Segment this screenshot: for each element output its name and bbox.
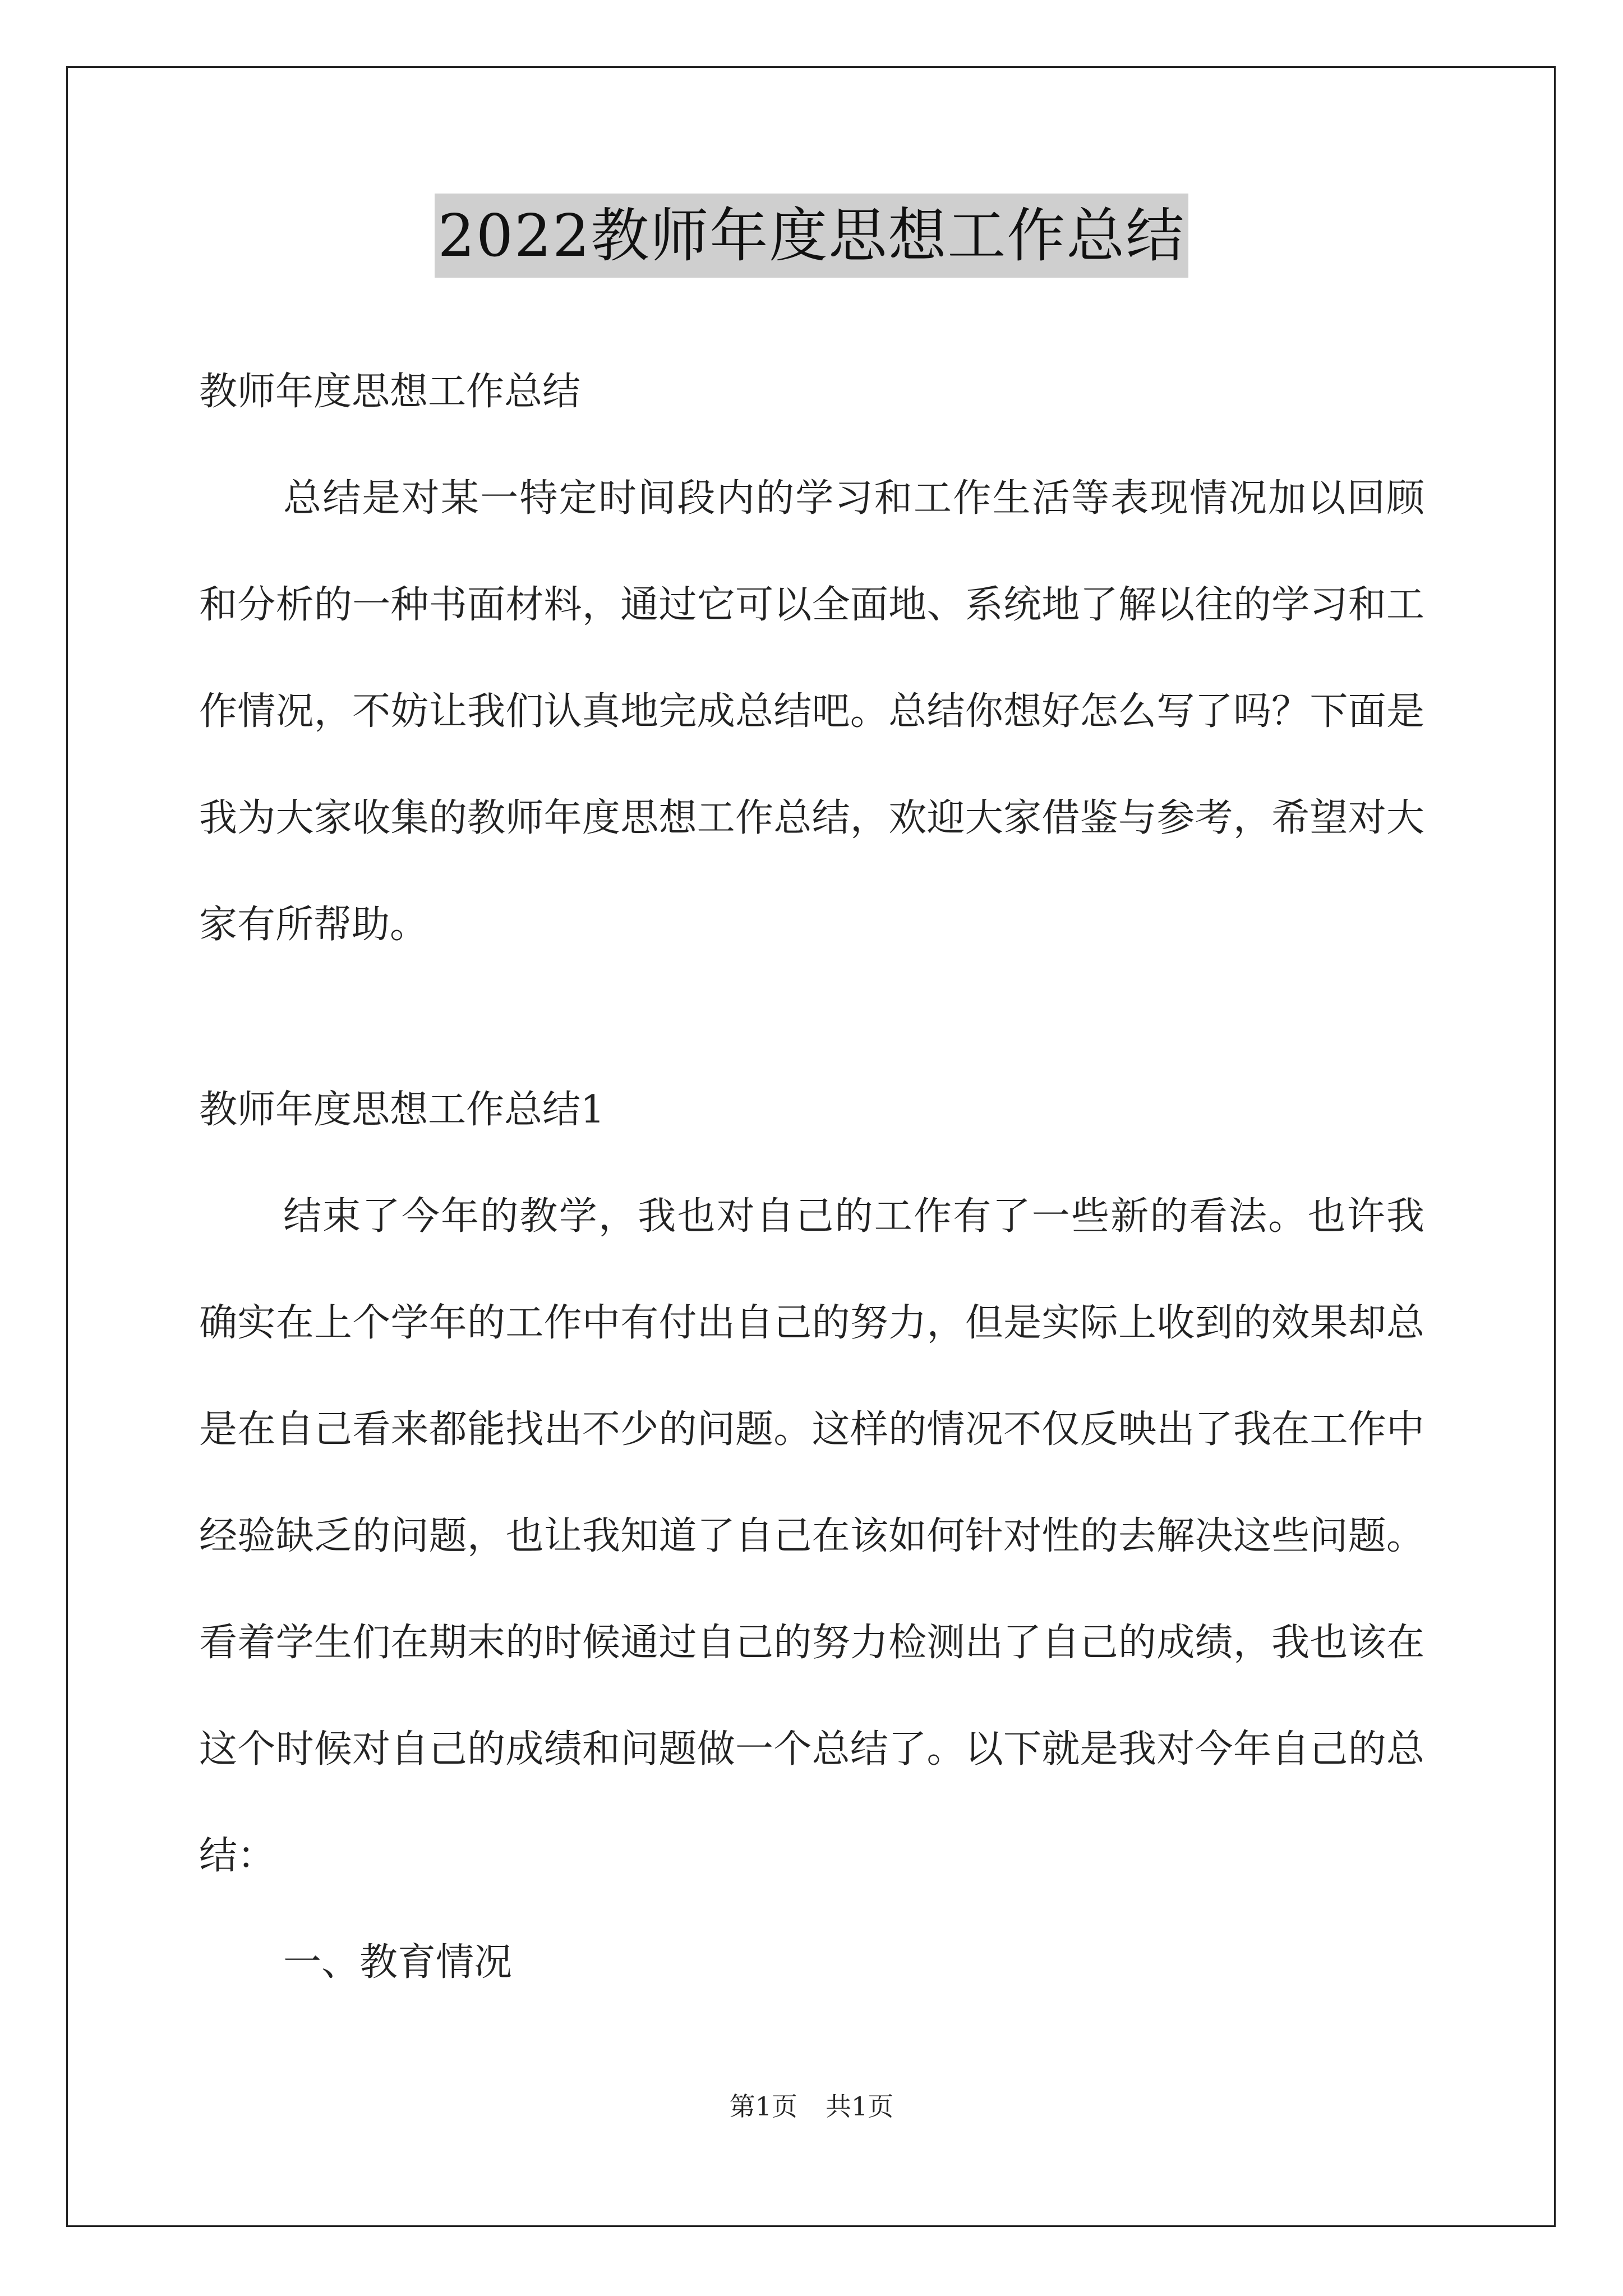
document-body [199, 339, 1424, 2016]
subtitle: 教师年度思想工作总结 [199, 370, 581, 414]
title-container [0, 194, 1623, 278]
page-number: 第1页 [729, 2091, 797, 2122]
intro-paragraph: 总结是对某一特定时间段内的学习和工作生活等表现情况加以回顾和分析的一种书面材料，通过它可以全面地、系统地了解以往的学习和工作情况，不妨让我们认真地完成总结吧。总结你想好怎么写了吗？下面是我为大家收集的教师年度思想工作总结，欢迎大家借鉴与参考，希望对大家有所帮助。 [199, 476, 1424, 947]
body-paragraph: 结束了今年的教学，我也对自己的工作有了一些新的看法。也许我确实在上个学年的工作中有付出自己的努力，但是实际上收到的效果却总是在自己看来都能找出不少的问题。这样的情况不仅反映出了我在工作中经验缺乏的问题，也让我知道了自己在该如何针对性的去解决这些问题。看着学生们在期末的时候通过自己的努力检测出了自己的成绩，我也该在这个时候对自己的成绩和问题做一个总结了。以下就是我对今年自己的总结： [199, 1194, 1424, 1878]
document-title: 2022教师年度思想工作总结 [435, 194, 1189, 278]
page-footer [0, 2090, 1623, 2123]
section-heading: 教师年度思想工作总结1 [199, 1088, 605, 1132]
subsection-heading: 一、教育情况 [283, 1940, 513, 1985]
page-total: 共1页 [826, 2091, 894, 2122]
